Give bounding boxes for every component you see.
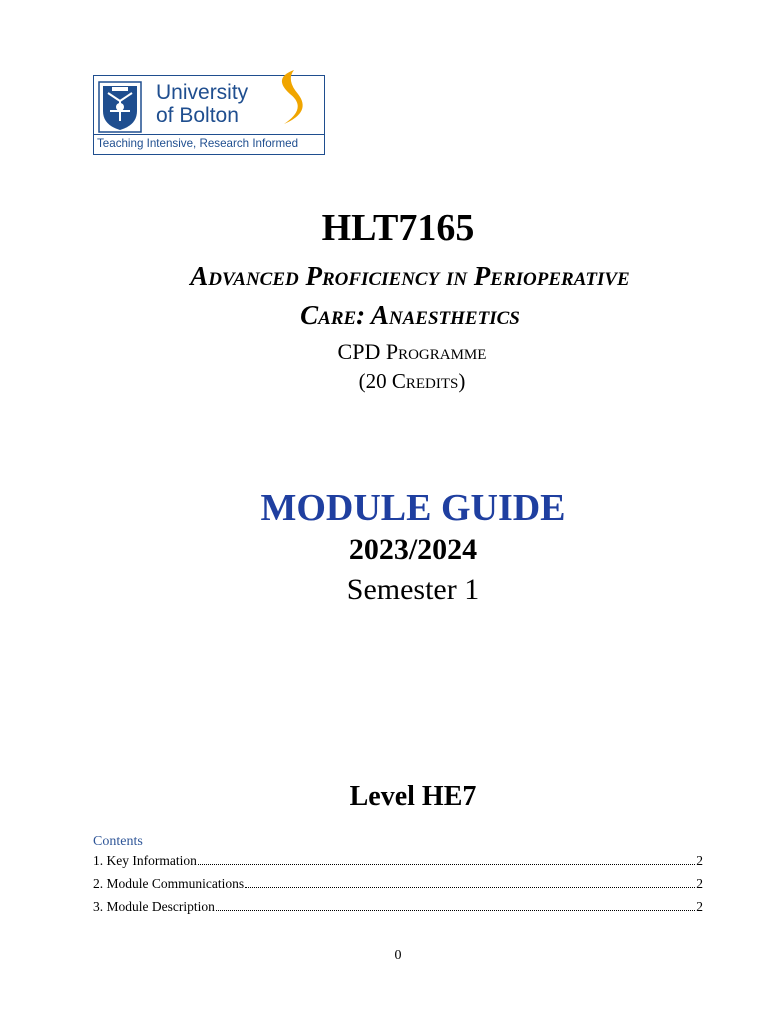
toc-entry[interactable] [93,853,703,876]
logo-line-1: University [156,81,249,104]
programme-label: CPD Programme [337,339,487,364]
crest-icon [98,81,142,133]
credits-label: (20 Credits) [358,369,466,393]
module-guide-heading: MODULE GUIDE [260,487,566,529]
module-title-line-2: Care: Anaesthetics [300,300,520,330]
logo-tagline: Teaching Intensive, Research Informed [97,137,299,150]
toc-leader-dots [245,887,695,888]
contents-heading: Contents [93,834,143,849]
logo-wordmark [156,81,248,127]
toc-entry[interactable] [93,899,703,922]
logo-line-2: of Bolton [156,104,239,127]
toc-entry[interactable] [93,876,703,899]
toc-entry-label: 2. Module Communications [93,876,245,891]
toc-entry-page: 2 [696,876,703,891]
toc-entry-page: 2 [696,899,703,914]
toc-entry-label: 1. Key Information [93,853,197,868]
academic-year: 2023/2024 [348,533,478,566]
semester-label: Semester 1 [346,573,480,606]
table-of-contents [93,834,703,922]
page-number: 0 [394,948,402,963]
university-logo [93,75,325,155]
toc-leader-dots [198,864,695,865]
toc-entry-page: 2 [696,853,703,868]
toc-leader-dots [216,910,695,911]
module-title-line-1: Advanced Proficiency in Perioperative [190,261,630,291]
module-code: HLT7165 [321,207,475,249]
level-label: Level HE7 [349,781,477,812]
toc-entry-label: 3. Module Description [93,899,215,914]
swoosh-icon [254,68,326,130]
logo-divider [94,134,324,135]
